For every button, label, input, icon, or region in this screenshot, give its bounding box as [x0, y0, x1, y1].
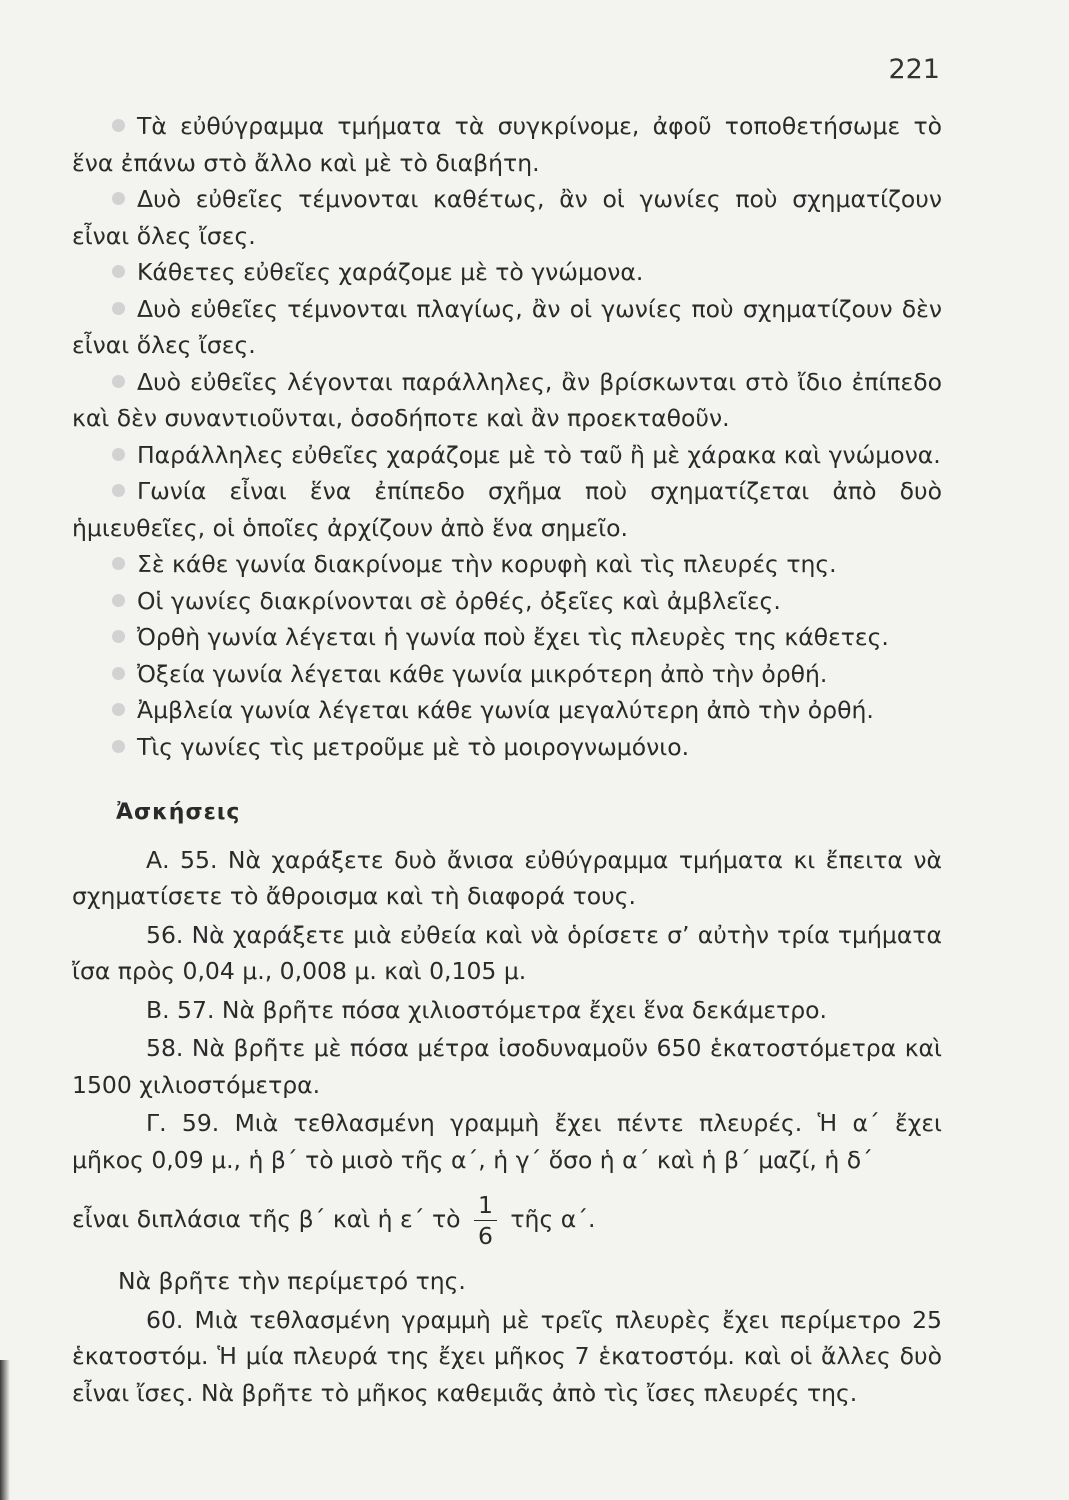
bullet-icon — [112, 740, 125, 753]
fraction-denominator: 6 — [477, 1222, 493, 1250]
bullet-item — [72, 473, 942, 546]
exercise-59-question: Νὰ βρῆτε τὴν περίμετρό της. — [118, 1267, 466, 1295]
exercise-57: Β. 57. Νὰ βρῆτε πόσα χιλιοστόμετρα ἔχει ἕνα δεκάμετρο. — [146, 995, 827, 1024]
page-number: 221 — [888, 54, 940, 85]
exercise-56: 56. Νὰ χαράξετε μιὰ εὐθεία καὶ νὰ ὁρίσετε σ’ αὐτὴν τρία τμήματα ἴσα πρὸς 0,04 μ., 0,008 μ. καὶ 0,105 μ. — [72, 920, 942, 985]
bullet-icon — [112, 557, 125, 570]
bullet-text: Δυὸ εὐθεῖες λέγονται παράλληλες, ἂν βρίσκωνται στὸ ἴδιο ἐπίπεδο καὶ δὲν συναντιοῦνται, ὁσοδήποτε καὶ ἂν προεκταθοῦν. — [72, 367, 942, 432]
bullet-icon — [112, 302, 125, 315]
bullet-item — [72, 656, 942, 693]
exercise-60: 60. Μιὰ τεθλασμένη γραμμὴ μὲ τρεῖς πλευρὲς ἔχει περίμετρο 25 ἑκατοστόμ. Ἡ μία πλευρά της ἔχει μῆκος 7 ἑκατοστόμ. καὶ οἱ ἄλλες δυὸ εἶναι ἴσες. Νὰ βρῆτε τὸ μῆκος καθεμιᾶς ἀπὸ τὶς ἴσες πλευρές της. — [72, 1305, 942, 1407]
bullet-item — [72, 364, 942, 437]
bullet-icon — [112, 119, 125, 132]
bullet-item — [72, 108, 942, 181]
fraction — [474, 1190, 497, 1251]
bullet-text: Δυὸ εὐθεῖες τέμνονται πλαγίως, ἂν οἱ γωνίες ποὺ σχηματίζουν δὲν εἶναι ὅλες ἴσες. — [72, 294, 942, 359]
bullet-text: Τὰ εὐθύγραμμα τμήματα τὰ συγκρίνομε, ἀφοῦ τοποθετήσωμε τὸ ἕνα ἐπάνω στὸ ἄλλο καὶ μὲ τὸ διαβήτη. — [72, 112, 942, 177]
exercise-55: Α. 55. Νὰ χαράξετε δυὸ ἄνισα εὐθύγραμμα τμήματα κι ἔπειτα νὰ σχηματίσετε τὸ ἄθροισμα καὶ τὴ διαφορά τους. — [72, 845, 942, 910]
bullet-text: Ὀξεία γωνία λέγεται κάθε γωνία μικρότερη ἀπὸ τὴν ὀρθή. — [137, 659, 828, 688]
fraction-numerator: 1 — [474, 1190, 497, 1221]
page-body — [72, 108, 942, 1411]
bullet-item — [72, 291, 942, 364]
bullet-item — [72, 181, 942, 254]
exercise-59-text: εἶναι διπλάσια τῆς β΄ καὶ ἡ ε΄ τὸ — [72, 1205, 461, 1233]
bullet-text: Οἱ γωνίες διακρίνονται σὲ ὀρθές, ὀξεῖες καὶ ἀμβλεῖες. — [137, 586, 781, 615]
bullet-text: Παράλληλες εὐθεῖες χαράζομε μὲ τὸ ταῦ ἢ μὲ χάρακα καὶ γνώμονα. — [137, 440, 941, 469]
exercise-59: Γ. 59. Μιὰ τεθλασμένη γραμμὴ ἔχει πέντε πλευρές. Ἡ α΄ ἔχει μῆκος 0,09 μ., ἡ β΄ τὸ μισὸ τῆς α΄, ἡ γ΄ ὅσο ἡ α΄ καὶ ἡ β΄ μαζί, ἡ δ΄ — [72, 1109, 942, 1174]
bullet-icon — [112, 667, 125, 680]
bullet-text: Ὀρθὴ γωνία λέγεται ἡ γωνία ποὺ ἔχει τὶς πλευρὲς της κάθετες. — [137, 623, 889, 651]
bullet-icon — [112, 594, 125, 607]
bullet-icon — [112, 375, 125, 388]
bullet-text: Δυὸ εὐθεῖες τέμνονται καθέτως, ἂν οἱ γωνίες ποὺ σχηματίζουν εἶναι ὅλες ἴσες. — [72, 185, 942, 250]
bullet-icon — [112, 192, 125, 205]
exercise-59-text-end: τῆς α΄. — [510, 1205, 596, 1233]
bullet-item — [72, 692, 942, 729]
exercise-59-fraction-line — [72, 1190, 942, 1251]
bullet-item — [72, 546, 942, 583]
bullet-text: Κάθετες εὐθεῖες χαράζομε μὲ τὸ γνώμονα. — [137, 258, 644, 286]
bullet-item — [72, 583, 942, 620]
bullet-icon — [112, 703, 125, 716]
exercise-58: 58. Νὰ βρῆτε μὲ πόσα μέτρα ἰσοδυναμοῦν 650 ἑκατοστόμετρα καὶ 1500 χιλιοστόμετρα. — [72, 1034, 942, 1099]
bullet-item — [72, 619, 942, 656]
bullet-text: Σὲ κάθε γωνία διακρίνομε τὴν κορυφὴ καὶ τὶς πλευρές της. — [137, 550, 837, 578]
page-edge-shadow — [0, 1360, 10, 1500]
bullet-text: Γωνία εἶναι ἕνα ἐπίπεδο σχῆμα ποὺ σχηματίζεται ἀπὸ δυὸ ἡμιευθεῖες, οἱ ὁποῖες ἀρχίζουν ἀπὸ ἕνα σημεῖο. — [72, 477, 942, 542]
bullet-icon — [112, 484, 125, 497]
bullet-icon — [112, 630, 125, 643]
bullet-item — [72, 437, 942, 474]
bullet-item — [72, 729, 942, 766]
exercises-heading: Ἀσκήσεις — [116, 800, 241, 825]
bullet-text: Ἀμβλεία γωνία λέγεται κάθε γωνία μεγαλύτερη ἀπὸ τὴν ὀρθή. — [137, 696, 874, 724]
bullet-item — [72, 254, 942, 291]
bullet-text: Τὶς γωνίες τὶς μετροῦμε μὲ τὸ μοιρογνωμόνιο. — [137, 732, 690, 761]
bullet-icon — [112, 448, 125, 461]
bullet-icon — [112, 265, 125, 278]
